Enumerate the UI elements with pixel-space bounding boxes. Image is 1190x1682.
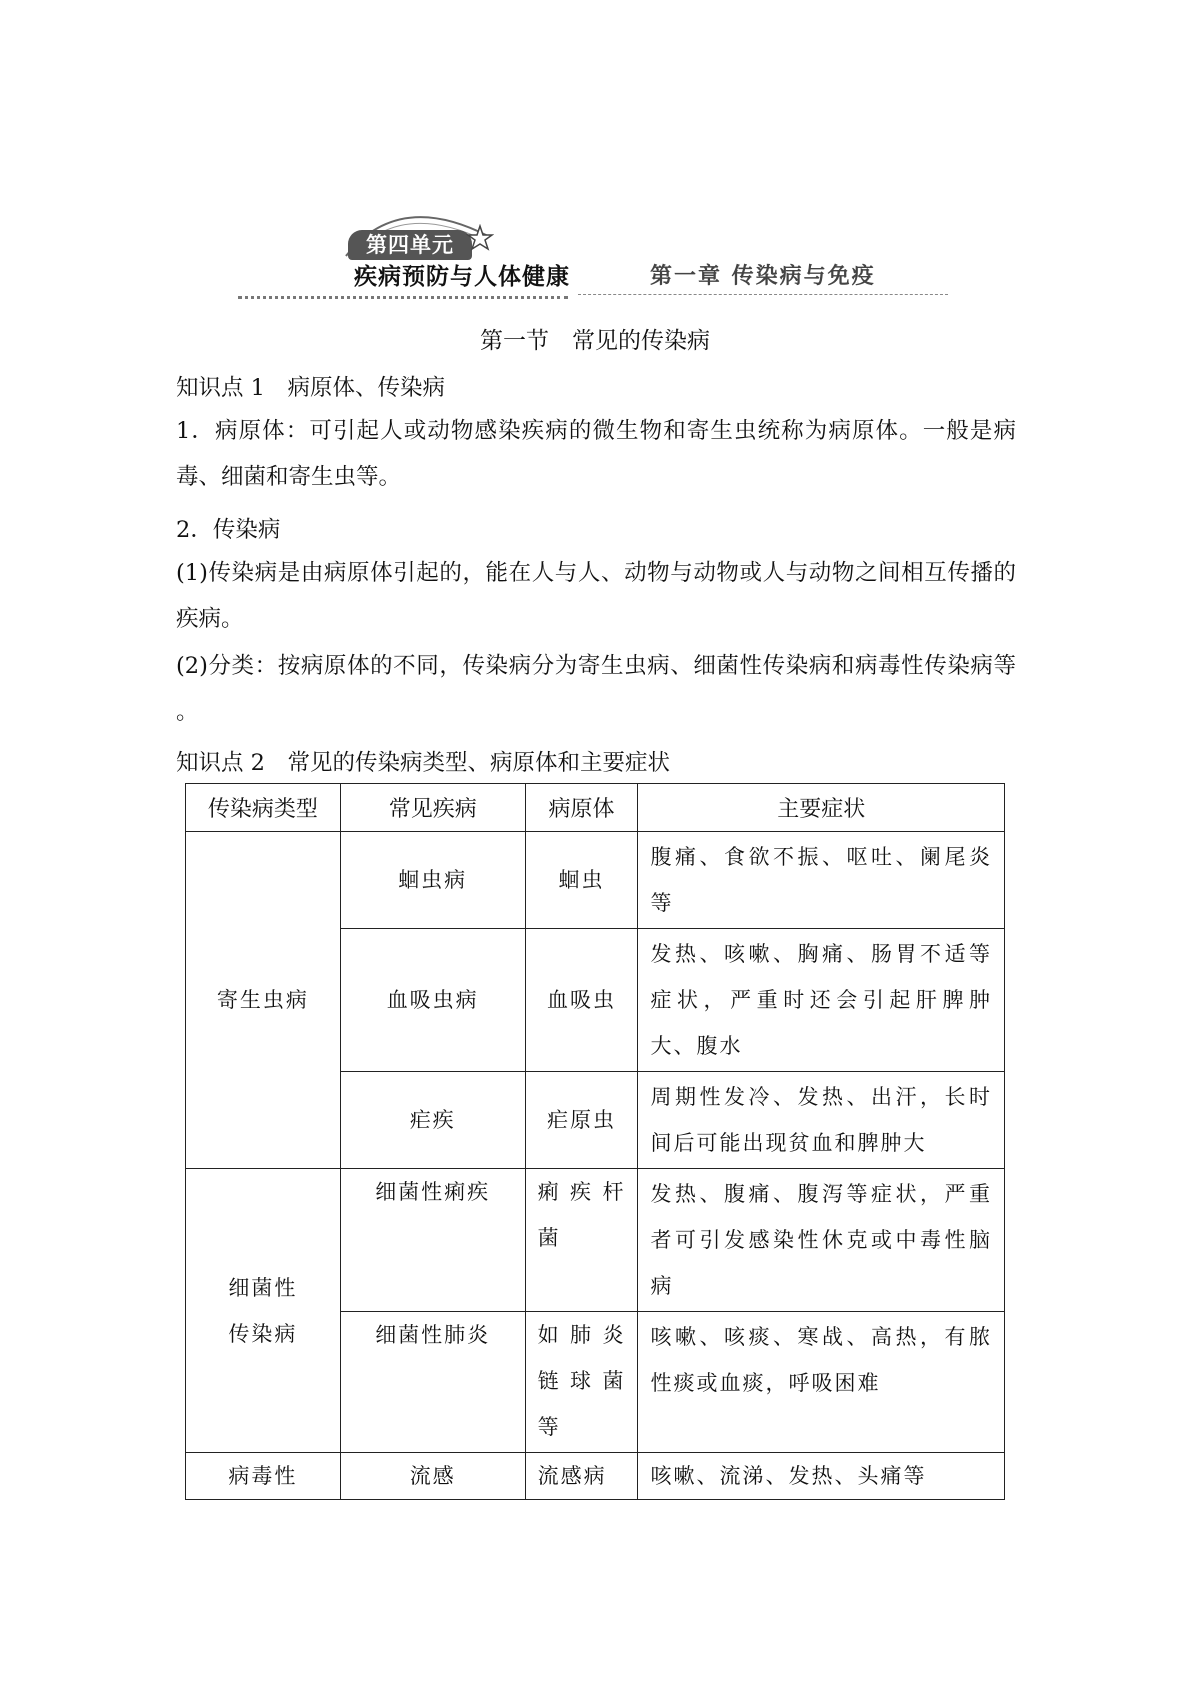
unit-title: 疾病预防与人体健康 [354,264,570,290]
pathogen-cell: 如肺炎链球菌等 [525,1312,638,1453]
table-header-row [186,784,1005,832]
type-cell-viral: 病毒性 [186,1453,341,1500]
knowledge-point-1-heading: 知识点 1 病原体、传染病 [176,375,445,401]
disease-cell: 细菌性痢疾 [340,1169,525,1312]
unit-label: 第四单元 [348,230,472,260]
pathogen-cell: 流感病 [525,1453,638,1500]
disease-cell: 血吸虫病 [340,929,525,1072]
disease-cell: 蛔虫病 [340,832,525,929]
pathogen-cell: 血吸虫 [525,929,638,1072]
infectious-disease-classification: (2)分类：按病原体的不同，传染病分为寄生虫病、细菌性传染病和病毒性传染病等 。 [176,653,1016,725]
table-row [186,832,1005,929]
infectious-disease-heading: 2．传染病 [176,517,281,543]
symptoms-cell: 腹痛、食欲不振、呕吐、阑尾炎等 [638,832,1005,929]
disease-cell: 流感 [340,1453,525,1500]
type-line-1: 细菌性 [228,1275,298,1300]
symptoms-cell: 周期性发冷、发热、出汗，长时间后可能出现贫血和脾肿大 [638,1072,1005,1169]
header-symptoms: 主要症状 [638,784,1005,832]
type-cell-bacterial [186,1169,341,1453]
table-row [186,1453,1005,1500]
chapter-title: 第一章 传染病与免疫 [650,264,876,289]
symptoms-cell: 咳嗽、咳痰、寒战、高热，有脓性痰或血痰，呼吸困难 [638,1312,1005,1453]
header-disease: 常见疾病 [340,784,525,832]
symptoms-cell: 发热、腹痛、腹泻等症状，严重者可引发感染性休克或中毒性脑病 [638,1169,1005,1312]
star-icon [466,224,494,252]
pathogen-cell: 蛔虫 [525,832,638,929]
section-title: 第一节 常见的传染病 [480,328,710,354]
type-line-2: 传染病 [228,1321,298,1346]
disease-cell: 细菌性肺炎 [340,1312,525,1453]
unit-banner [238,196,958,306]
pathogen-definition: 1．病原体：可引起人或动物感染疾病的微生物和寄生虫统称为病原体。一般是病毒、细菌和寄生虫等。 [176,418,1016,490]
type-cell-parasitic: 寄生虫病 [186,832,341,1169]
dashed-divider [578,294,948,295]
header-type: 传染病类型 [186,784,341,832]
table-row [186,1169,1005,1312]
header-pathogen: 病原体 [525,784,638,832]
pathogen-cell: 疟原虫 [525,1072,638,1169]
knowledge-point-2-heading: 知识点 2 常见的传染病类型、病原体和主要症状 [176,750,670,776]
symptoms-cell: 发热、咳嗽、胸痛、肠胃不适等症状，严重时还会引起肝脾肿大、腹水 [638,929,1005,1072]
dotted-divider [238,296,568,299]
symptoms-cell: 咳嗽、流涕、发热、头痛等 [638,1453,1005,1500]
pathogen-cell: 痢疾杆菌 [525,1169,638,1312]
infectious-disease-table [185,783,1005,1500]
disease-cell: 疟疾 [340,1072,525,1169]
infectious-disease-definition: (1)传染病是由病原体引起的，能在人与人、动物与动物或人与动物之间相互传播的疾病。 [176,560,1016,632]
